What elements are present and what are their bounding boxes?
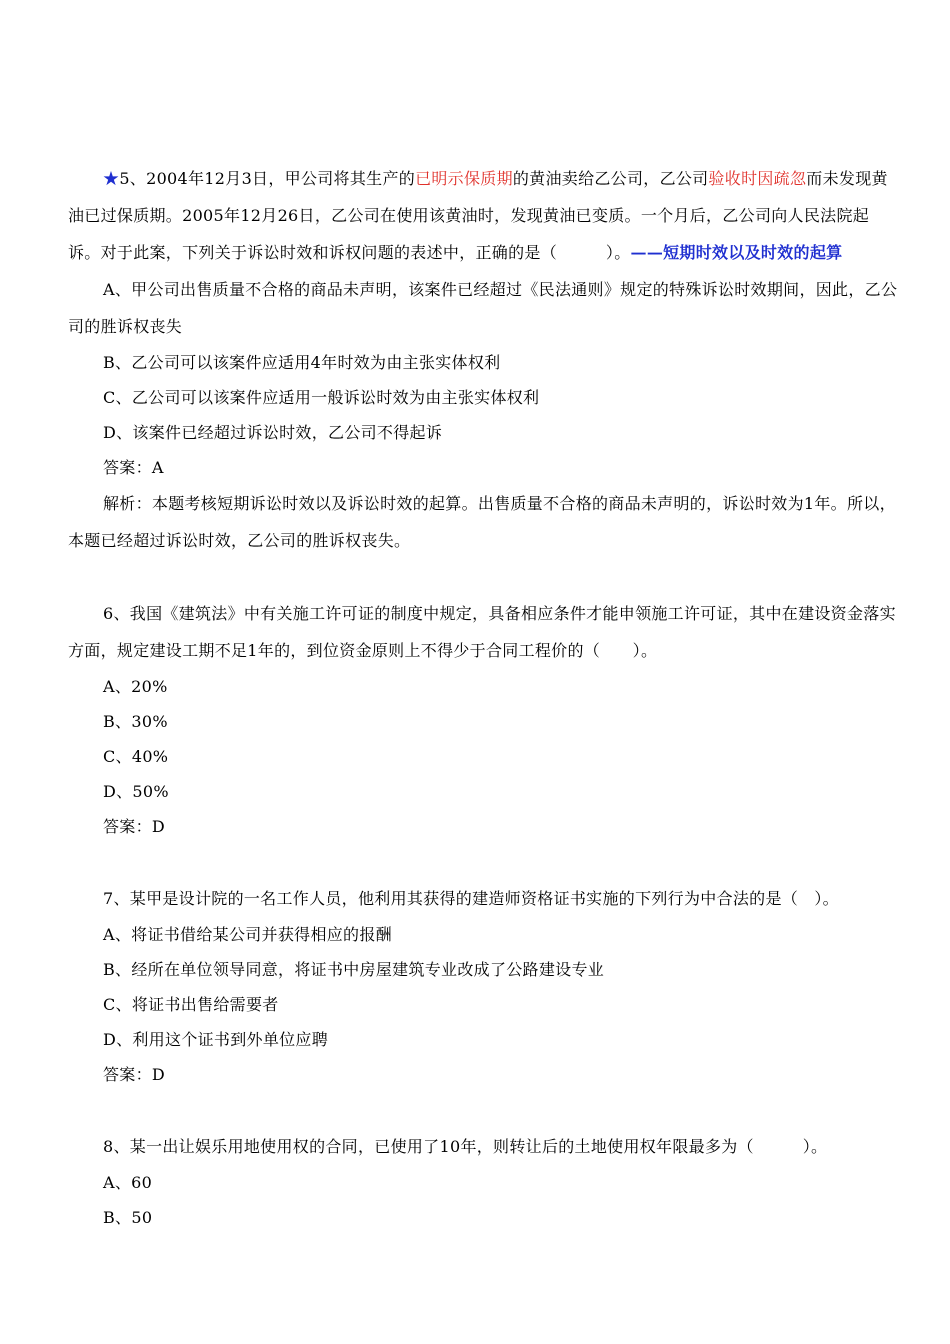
option-d: D、该案件已经超过诉讼时效，乙公司不得起诉 xyxy=(103,423,443,442)
spacer xyxy=(68,1092,900,1128)
option-c: C、将证书出售给需要者 xyxy=(103,995,279,1014)
option-b: B、50 xyxy=(103,1208,153,1227)
question-7-stem: 7、某甲是设计院的一名工作人员，他利用其获得的建造师资格证书实施的下列行为中合法的是（ ）。 xyxy=(103,889,839,908)
answer: 答案：A xyxy=(103,458,164,477)
answer: 答案：D xyxy=(103,817,166,836)
option-a: A、甲公司出售质量不合格的商品未声明，该案件已经超过《民法通则》规定的特殊诉讼时效期间，因此，乙公司的胜诉权丧失 xyxy=(68,280,898,336)
analysis: 解析：本题考核短期诉讼时效以及诉讼时效的起算。出售质量不合格的商品未声明的，诉讼时效为1年。所以，本题已经超过诉讼时效，乙公司的胜诉权丧失。 xyxy=(68,494,896,550)
question-7 xyxy=(68,880,900,1092)
option-d: D、利用这个证书到外单位应聘 xyxy=(103,1030,329,1049)
option-b: B、30% xyxy=(103,712,168,731)
option-b: B、经所在单位领导同意，将证书中房屋建筑专业改成了公路建设专业 xyxy=(103,960,605,979)
star-icon: ★ xyxy=(103,169,120,188)
question-5 xyxy=(68,160,900,559)
topic-tag: ——短期时效以及时效的起算 xyxy=(630,243,843,262)
option-d: D、50% xyxy=(103,782,169,801)
question-5-text-2: 的黄油卖给乙公司，乙公司 xyxy=(512,169,709,188)
question-5-stem xyxy=(68,160,900,271)
question-8 xyxy=(68,1128,900,1235)
option-c: C、40% xyxy=(103,747,169,766)
question-8-stem: 8、某一出让娱乐用地使用权的合同，已使用了10年，则转让后的土地使用权年限最多为（ ）。 xyxy=(103,1137,828,1156)
question-6 xyxy=(68,595,900,844)
option-c: C、乙公司可以该案件应适用一般诉讼时效为由主张实体权利 xyxy=(103,388,540,407)
highlight-shelf-life: 已明示保质期 xyxy=(415,169,513,188)
question-5-text-1: 5、2004年12月3日，甲公司将其生产的 xyxy=(119,169,416,188)
option-a: A、将证书借给某公司并获得相应的报酬 xyxy=(103,925,392,944)
question-6-stem: 6、我国《建筑法》中有关施工许可证的制度中规定，具备相应条件才能申领施工许可证，其中在建设资金落实方面，规定建设工期不足1年的，到位资金原则上不得少于合同工程价的（ ）。 xyxy=(68,604,896,660)
highlight-negligence: 验收时因疏忽 xyxy=(708,169,807,188)
spacer xyxy=(68,844,900,880)
document-page xyxy=(68,160,900,1235)
option-b: B、乙公司可以该案件应适用4年时效为由主张实体权利 xyxy=(103,353,501,372)
spacer xyxy=(68,559,900,595)
answer: 答案：D xyxy=(103,1065,166,1084)
option-a: A、20% xyxy=(103,677,168,696)
option-a: A、60 xyxy=(103,1173,153,1192)
question-5-text-3: 而未发现黄油已过保质期。2005年12月26日，乙公司在使用该黄油时，发现黄油已变质。一个月后，乙公司向人民法院起诉。对于此案，下列关于诉讼时效和诉权问题的表述中，正确的是（ ）。 xyxy=(68,169,888,262)
